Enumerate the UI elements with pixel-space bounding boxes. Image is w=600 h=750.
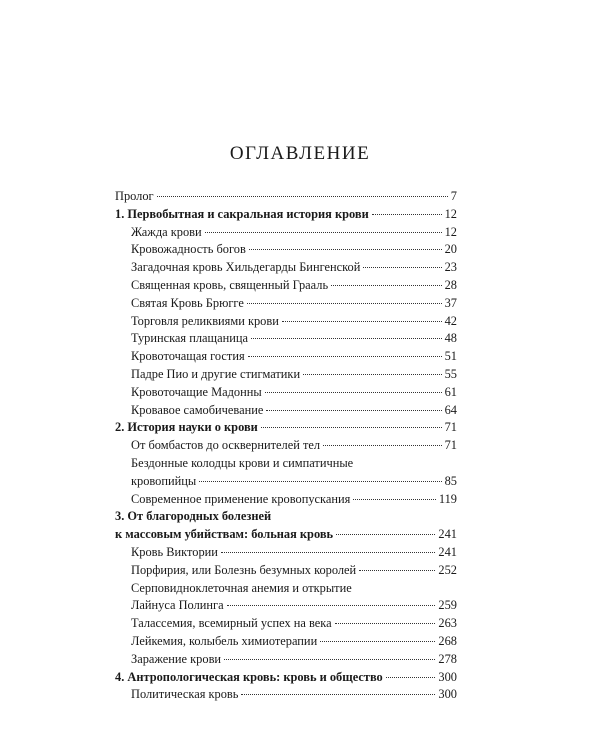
toc-entry xyxy=(115,633,457,651)
toc-entry-title: Порфирия, или Болезнь безумных королей xyxy=(131,562,357,577)
toc-entry-page: 42 xyxy=(444,313,457,328)
toc-entry xyxy=(115,615,457,633)
toc-chapter-title: к массовым убийствам: больная кровь xyxy=(115,527,334,542)
toc-entry-page: 300 xyxy=(438,687,457,702)
dot-leader xyxy=(336,534,435,535)
toc-entry-title: Кровавое самобичевание xyxy=(131,402,264,417)
toc-entry-title: Политическая кровь xyxy=(131,687,239,702)
toc-chapter-title: 4. Антропологическая кровь: кровь и общество xyxy=(115,669,383,684)
toc-entry xyxy=(115,330,457,348)
dot-leader xyxy=(359,570,435,571)
toc-entry-page: 28 xyxy=(444,277,457,292)
toc-entry xyxy=(115,562,457,580)
toc-entry xyxy=(115,473,457,491)
toc-entry-page: 241 xyxy=(438,527,457,542)
toc-entry-page: 12 xyxy=(444,206,457,221)
toc-entry-title: Талассемия, всемирный успех на века xyxy=(131,616,332,631)
dot-leader xyxy=(372,214,442,215)
toc-entry-title: Кровоточащие Мадонны xyxy=(131,384,262,399)
toc-entry-title: Кровь Виктории xyxy=(131,544,218,559)
toc-entry-page: 48 xyxy=(444,331,457,346)
toc-entry-title: Пролог xyxy=(115,189,154,203)
toc-entry xyxy=(115,686,457,704)
dot-leader xyxy=(221,552,435,553)
dot-leader xyxy=(363,267,441,268)
toc-entry-title: Лейкемия, колыбель химиотерапии xyxy=(131,633,318,648)
toc-entry-title-line: Серповидноклеточная анемия и открытие xyxy=(131,580,352,595)
toc-entry-title: Кровожадность богов xyxy=(131,242,246,257)
toc-entry-page: 12 xyxy=(444,224,457,239)
toc-entry-page: 241 xyxy=(438,544,457,559)
toc-entry xyxy=(115,597,457,615)
dot-leader xyxy=(261,427,442,428)
dot-leader xyxy=(224,659,435,660)
toc-chapter-4 xyxy=(115,669,457,687)
toc-entry-title: кровопийцы xyxy=(131,473,197,488)
dot-leader xyxy=(265,392,442,393)
toc-entry xyxy=(115,491,457,509)
toc-entry xyxy=(115,437,457,455)
toc-entry-title: От бомбастов до осквернителей тел xyxy=(131,438,321,453)
dot-leader xyxy=(247,303,442,304)
toc-entry-page: 259 xyxy=(438,598,457,613)
dot-leader xyxy=(323,445,442,446)
dot-leader xyxy=(353,499,436,500)
toc-entry-page: 71 xyxy=(444,420,457,435)
toc-entry-prolog xyxy=(115,188,457,206)
toc-entry-page: 278 xyxy=(438,651,457,666)
toc-chapter-1 xyxy=(115,206,457,224)
toc-entry-page: 300 xyxy=(438,669,457,684)
toc-entry xyxy=(115,651,457,669)
toc-entry-page: 119 xyxy=(438,491,457,506)
toc-chapter-2 xyxy=(115,419,457,437)
dot-leader xyxy=(386,677,436,678)
dot-leader xyxy=(199,481,441,482)
toc-entry xyxy=(115,544,457,562)
toc-entry-title: Загадочная кровь Хильдегарды Бингенской xyxy=(131,260,361,275)
toc-entry xyxy=(115,277,457,295)
dot-leader xyxy=(251,338,442,339)
dot-leader xyxy=(335,623,436,624)
toc-entry xyxy=(115,259,457,277)
dot-leader xyxy=(248,356,442,357)
toc-entry-title: Падре Пио и другие стигматики xyxy=(131,366,301,381)
toc-entry xyxy=(115,224,457,242)
toc-entry xyxy=(115,402,457,420)
dot-leader xyxy=(205,232,442,233)
dot-leader xyxy=(249,249,442,250)
toc-entry-page: 263 xyxy=(438,616,457,631)
toc-entry-title: Священная кровь, священный Грааль xyxy=(131,277,329,292)
toc-entry xyxy=(115,348,457,366)
dot-leader xyxy=(320,641,435,642)
toc-entry xyxy=(115,241,457,259)
toc-chapter-3-title-line: 3. От благородных болезней xyxy=(115,509,272,524)
toc-entry-page: 55 xyxy=(444,366,457,381)
toc-entry-page: 85 xyxy=(444,473,457,488)
toc-entry-title: Святая Кровь Брюгге xyxy=(131,295,244,310)
toc-entry-page: 23 xyxy=(444,260,457,275)
toc-entry-page: 20 xyxy=(444,242,457,257)
toc-entry-page: 7 xyxy=(450,189,457,203)
toc-entry-title: Кровоточащая гостия xyxy=(131,349,245,364)
toc-entry-title: Заражение крови xyxy=(131,651,222,666)
toc-entry-title-line: Бездонные колодцы крови и симпатичные xyxy=(131,455,354,470)
toc-entry-page: 64 xyxy=(444,402,457,417)
toc-entry-title: Современное применение кровопускания xyxy=(131,491,351,506)
toc-chapter-3 xyxy=(115,526,457,544)
toc-entry xyxy=(115,384,457,402)
toc-entry xyxy=(115,366,457,384)
dot-leader xyxy=(303,374,442,375)
toc-entry-page: 71 xyxy=(444,438,457,453)
dot-leader xyxy=(266,410,441,411)
dot-leader xyxy=(331,285,441,286)
toc-entry xyxy=(115,313,457,331)
toc-entry-title: Торговля реликвиями крови xyxy=(131,313,279,328)
toc-entry-page: 252 xyxy=(438,562,457,577)
toc-entry-title: Жажда крови xyxy=(131,224,202,239)
toc-chapter-title: 2. История науки о крови xyxy=(115,420,258,435)
toc-entry-page: 268 xyxy=(438,633,457,648)
toc-entry-title: Лайнуса Полинга xyxy=(131,598,224,613)
dot-leader xyxy=(282,321,442,322)
toc-entry xyxy=(115,295,457,313)
toc-chapter-title: 1. Первобытная и сакральная история крови xyxy=(115,206,369,221)
toc-entry-page: 37 xyxy=(444,295,457,310)
page-title: ОГЛАВЛЕНИЕ xyxy=(229,143,371,164)
dot-leader xyxy=(157,196,448,197)
dot-leader xyxy=(227,605,436,606)
dot-leader xyxy=(241,694,435,695)
toc-entry-page: 61 xyxy=(444,384,457,399)
table-of-contents xyxy=(115,188,457,704)
toc-entry-title: Туринская плащаница xyxy=(131,331,248,346)
toc-entry-page: 51 xyxy=(444,349,457,364)
